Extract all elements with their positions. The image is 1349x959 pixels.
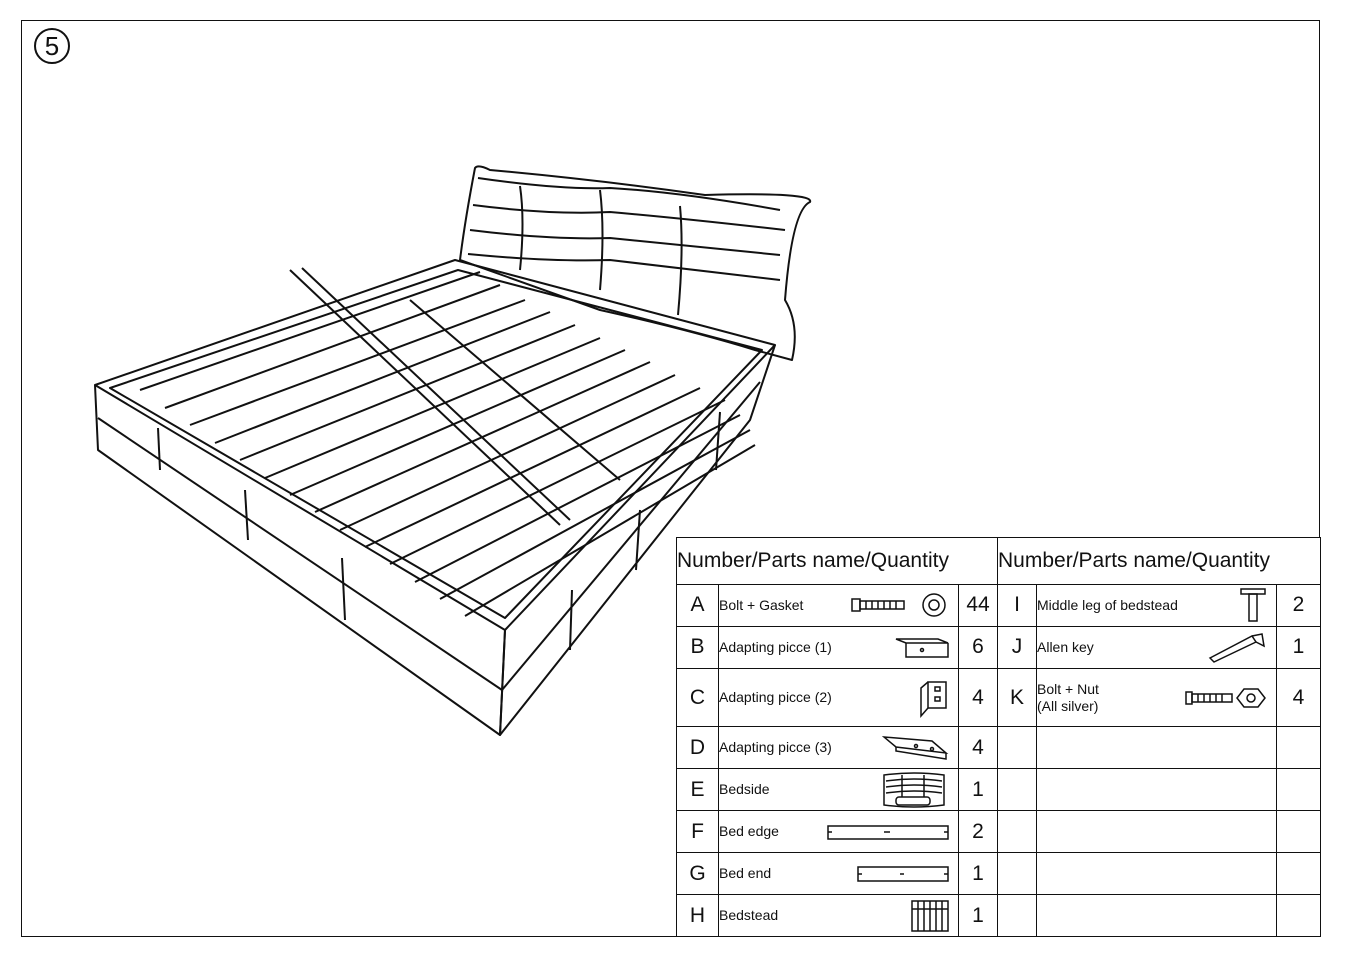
empty-cell <box>1037 727 1277 769</box>
empty-cell <box>998 811 1037 853</box>
part-name: Allen key <box>1037 639 1094 656</box>
part-name-cell <box>719 853 959 895</box>
part-letter: A <box>677 585 719 627</box>
part-quantity: 4 <box>959 727 998 769</box>
empty-cell <box>998 853 1037 895</box>
empty-cell <box>1037 895 1277 937</box>
part-quantity: 6 <box>959 626 998 668</box>
part-name-cell <box>719 626 959 668</box>
part-quantity: 1 <box>959 853 998 895</box>
part-name: Bolt + Gasket <box>719 597 804 614</box>
part-name: Adapting picce (2) <box>719 689 832 706</box>
parts-table-header-right: Number/Parts name/Quantity <box>998 538 1321 585</box>
part-name: Adapting picce (1) <box>719 639 832 656</box>
bolt-gasket-icon <box>850 592 950 618</box>
part-letter: E <box>677 769 719 811</box>
part-name-cell <box>719 769 959 811</box>
parts-table-header-left: Number/Parts name/Quantity <box>677 538 998 585</box>
empty-cell <box>1277 895 1321 937</box>
parts-table <box>676 537 1321 937</box>
part-quantity: 2 <box>959 811 998 853</box>
bed-end-icon <box>856 863 950 885</box>
part-name-cell <box>1037 585 1277 627</box>
part-letter: J <box>998 626 1037 668</box>
part-quantity: 44 <box>959 585 998 627</box>
part-letter: B <box>677 626 719 668</box>
part-letter: D <box>677 727 719 769</box>
part-name: Bolt + Nut (All silver) <box>1037 680 1099 714</box>
bedside-icon <box>880 771 950 809</box>
empty-cell <box>1037 811 1277 853</box>
empty-cell <box>998 895 1037 937</box>
part-quantity: 4 <box>959 668 998 726</box>
part-name-cell <box>1037 668 1277 726</box>
part-name: Bedstead <box>719 907 779 924</box>
step-number-badge: 5 <box>34 28 70 64</box>
empty-cell <box>1037 769 1277 811</box>
part-name-cell <box>719 811 959 853</box>
empty-cell <box>1277 769 1321 811</box>
empty-cell <box>1277 853 1321 895</box>
part-letter: G <box>677 853 719 895</box>
part-name: Middle leg of bedstead <box>1037 597 1178 614</box>
adapting-piece-1-icon <box>894 633 950 661</box>
part-quantity: 1 <box>959 769 998 811</box>
empty-cell <box>998 769 1037 811</box>
allen-key-icon <box>1208 630 1268 664</box>
part-name-cell <box>719 668 959 726</box>
part-name: Adapting picce (3) <box>719 739 832 756</box>
bolt-nut-icon <box>1184 686 1268 710</box>
empty-cell <box>1037 853 1277 895</box>
part-quantity: 4 <box>1277 668 1321 726</box>
part-name: Bedside <box>719 781 770 798</box>
part-name: Bed edge <box>719 823 779 840</box>
part-quantity: 1 <box>1277 626 1321 668</box>
part-name: Bed end <box>719 865 772 882</box>
adapting-piece-2-icon <box>918 678 950 718</box>
part-quantity: 1 <box>959 895 998 937</box>
part-letter: I <box>998 585 1037 627</box>
part-name-cell <box>1037 626 1277 668</box>
middle-leg-icon <box>1238 587 1268 623</box>
bedstead-icon <box>910 899 950 933</box>
empty-cell <box>998 727 1037 769</box>
part-name-cell <box>719 585 959 627</box>
bed-edge-icon <box>826 822 950 842</box>
adapting-piece-3-icon <box>882 733 950 763</box>
part-letter: C <box>677 668 719 726</box>
empty-cell <box>1277 727 1321 769</box>
part-letter: F <box>677 811 719 853</box>
part-name-cell <box>719 727 959 769</box>
part-quantity: 2 <box>1277 585 1321 627</box>
part-name-cell <box>719 895 959 937</box>
empty-cell <box>1277 811 1321 853</box>
part-letter: H <box>677 895 719 937</box>
part-letter: K <box>998 668 1037 726</box>
